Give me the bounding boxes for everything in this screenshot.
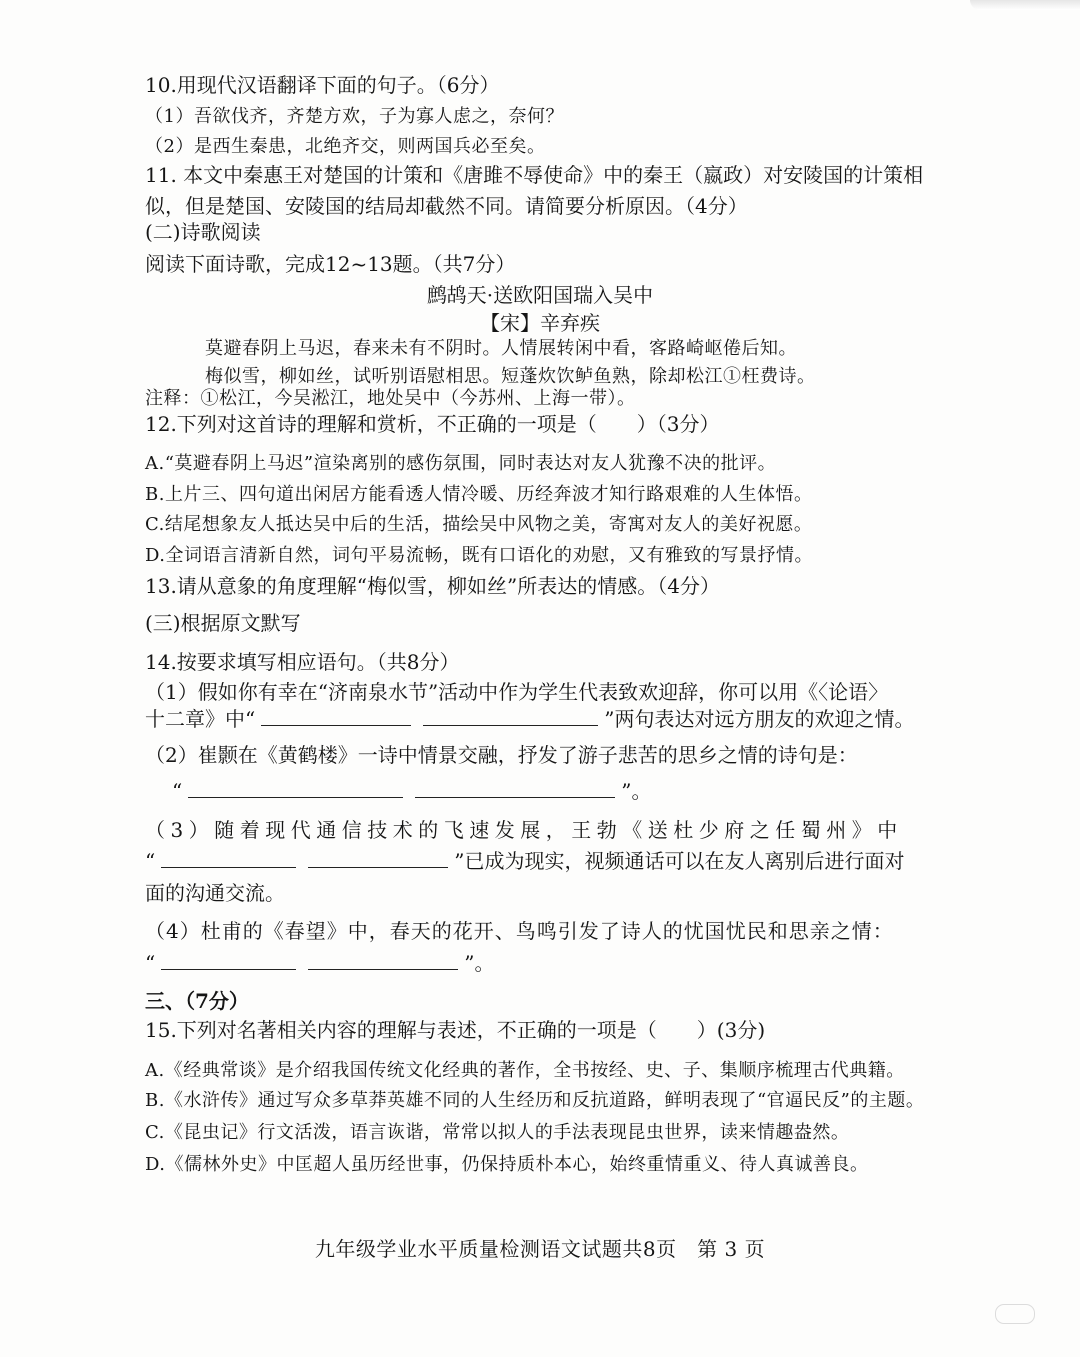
q14-part-2-prompt: （2）崔颢在《黄鹤楼》一诗中情景交融，抒发了游子悲苦的思乡之情的诗句是：: [145, 743, 858, 767]
poem-note: 注释：①松江，今吴淞江，地处吴中（今苏州、上海一带）。: [145, 388, 636, 409]
answer-blank[interactable]: [161, 849, 296, 868]
q14-part-1-prefix: 十二章》中“: [145, 707, 256, 731]
quote-open: “: [145, 849, 156, 873]
section-heading: (三)根据原文默写: [145, 611, 301, 635]
q14-part-3-answer-line: [145, 848, 904, 874]
watermark-badge: [995, 1304, 1035, 1324]
q10-title: 10.用现代汉语翻译下面的句子。（6分）: [145, 73, 500, 97]
answer-blank[interactable]: [415, 779, 615, 798]
quote-open: “: [145, 951, 156, 975]
q14-part-1-prompt: （1）假如你有幸在“济南泉水节”活动中作为学生代表致欢迎辞，你可以用《〈论语〉: [145, 680, 889, 704]
q10-item-1: （1）吾欲伐齐，齐楚方欢，子为寡人虑之，奈何？: [145, 106, 564, 127]
q15-option-a: A.《经典常谈》是介绍我国传统文化经典的著作，全书按经、史、子、集顺序梳理古代典籍。: [145, 1060, 905, 1081]
q15-option-b: B.《水浒传》通过写众多草莽英雄不同的人生经历和反抗道路，鲜明表现了“官逼民反”的主题。: [145, 1090, 925, 1111]
q12-option-b: B.上片三、四句道出闲居方能看透人情冷暖、历经奔波才知行路艰难的人生体悟。: [145, 484, 813, 505]
answer-blank[interactable]: [188, 779, 403, 798]
answer-blank[interactable]: [423, 707, 598, 726]
page-corner-shadow: [970, 0, 1080, 10]
q14-title: 14.按要求填写相应语句。（共8分）: [145, 650, 460, 674]
answer-blank[interactable]: [308, 849, 448, 868]
page-footer: 九年级学业水平质量检测语文试题共8页 第 3 页: [314, 1237, 766, 1261]
quote-close: ”。: [621, 779, 652, 803]
part-heading: 三、（7分）: [145, 989, 249, 1013]
quote-open: “: [172, 779, 183, 803]
q12-option-d: D.全词语言清新自然，词句平易流畅，既有口语化的劝慰，又有雅致的写景抒情。: [145, 545, 814, 566]
q15-option-d: D.《儒林外史》中匡超人虽历经世事，仍保持质朴本心，始终重情重义、待人真诚善良。: [145, 1154, 869, 1175]
q15-option-c: C.《昆虫记》行文活泼，语言诙谐，常常以拟人的手法表现昆虫世界，读来情趣盎然。: [145, 1122, 850, 1143]
poem-line-2: 梅似雪，柳如丝，试听别语慰相思。短蓬炊饮鲈鱼熟，除却松江①枉费诗。: [205, 366, 816, 387]
q11-line-1: 11. 本文中秦惠王对楚国的计策和《唐雎不辱使命》中的秦王（嬴政）对安陵国的计策相: [145, 163, 924, 187]
answer-blank[interactable]: [161, 951, 296, 970]
q13-title: 13.请从意象的角度理解“梅似雪，柳如丝”所表达的情感。（4分）: [145, 574, 720, 598]
section-intro: 阅读下面诗歌，完成12~13题。（共7分）: [145, 252, 516, 276]
q14-part-3-prompt: （3）随着现代通信技术的飞速发展，王勃《送杜少府之任蜀州》中: [145, 818, 903, 842]
quote-close: ”。: [464, 951, 495, 975]
q10-item-2: （2）是西生秦患，北绝齐交，则两国兵必至矣。: [145, 136, 546, 157]
q14-part-2-answer-line: [172, 778, 651, 804]
answer-blank[interactable]: [261, 707, 411, 726]
q15-title: 15.下列对名著相关内容的理解与表述，不正确的一项是（ ）(3分): [145, 1018, 766, 1042]
q12-option-a: A.“莫避春阴上马迟”渲染离别的感伤氛围，同时表达对友人犹豫不决的批评。: [145, 453, 777, 474]
q12-option-c: C.结尾想象友人抵达吴中后的生活，描绘吴中风物之美，寄寓对友人的美好祝愿。: [145, 514, 813, 535]
poem-line-1: 莫避春阴上马迟，春来未有不阴时。人情展转闲中看，客路崎岖倦后知。: [205, 338, 797, 359]
answer-blank[interactable]: [308, 951, 458, 970]
q11-line-2: 似，但是楚国、安陵国的结局却截然不同。请简要分析原因。（4分）: [145, 194, 748, 218]
q14-part-3-suffix: ”已成为现实，视频通话可以在友人离别后进行面对: [454, 849, 905, 873]
q14-part-3-continuation: 面的沟通交流。: [145, 881, 285, 905]
q12-title: 12.下列对这首诗的理解和赏析，不正确的一项是（ ）（3分）: [145, 412, 720, 436]
q14-part-4-answer-line: [145, 950, 494, 976]
poem-title: 鹧鸪天·送欧阳国瑞入吴中: [426, 283, 654, 307]
q14-part-4-prompt: （4）杜甫的《春望》中，春天的花开、鸟鸣引发了诗人的忧国忧民和思亲之情：: [145, 919, 894, 943]
poem-author: 【宋】辛弃疾: [480, 311, 600, 335]
q14-part-1-answer-line: [145, 706, 914, 732]
section-heading: (二)诗歌阅读: [145, 220, 261, 244]
q14-part-1-suffix: ”两句表达对远方朋友的欢迎之情。: [604, 707, 915, 731]
